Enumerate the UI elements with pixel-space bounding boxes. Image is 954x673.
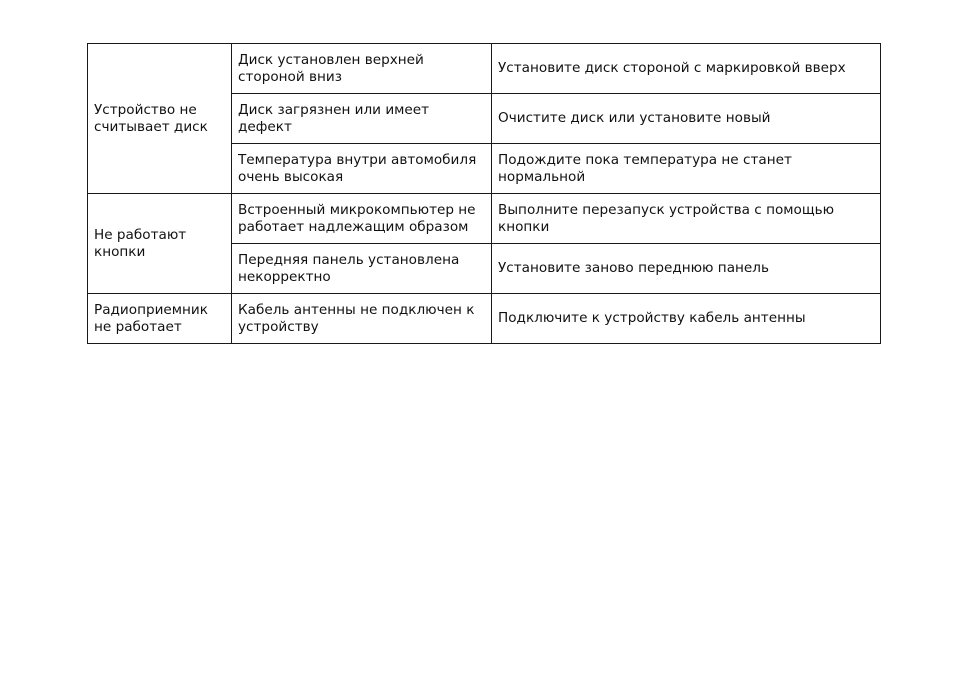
- cause-cell: Диск установлен верхней стороной вниз: [232, 44, 492, 94]
- cause-cell: Температура внутри автомобиля очень высокая: [232, 144, 492, 194]
- table-row: [88, 294, 881, 344]
- cause-cell: Кабель антенны не подключен к устройству: [232, 294, 492, 344]
- solution-cell: Выполните перезапуск устройства с помощью кнопки: [492, 194, 881, 244]
- problem-cell: Не работают кнопки: [88, 194, 232, 294]
- table-row: [88, 44, 881, 94]
- troubleshooting-table: [87, 43, 881, 344]
- cause-cell: Встроенный микрокомпьютер не работает надлежащим образом: [232, 194, 492, 244]
- problem-cell: Радиоприемник не работает: [88, 294, 232, 344]
- table-row: [88, 194, 881, 244]
- solution-cell: Подключите к устройству кабель антенны: [492, 294, 881, 344]
- problem-cell: Устройство не считывает диск: [88, 44, 232, 194]
- solution-cell: Очистите диск или установите новый: [492, 94, 881, 144]
- solution-cell: Установите диск стороной с маркировкой вверх: [492, 44, 881, 94]
- solution-cell: Подождите пока температура не станет нормальной: [492, 144, 881, 194]
- cause-cell: Передняя панель установлена некорректно: [232, 244, 492, 294]
- cause-cell: Диск загрязнен или имеет дефект: [232, 94, 492, 144]
- solution-cell: Установите заново переднюю панель: [492, 244, 881, 294]
